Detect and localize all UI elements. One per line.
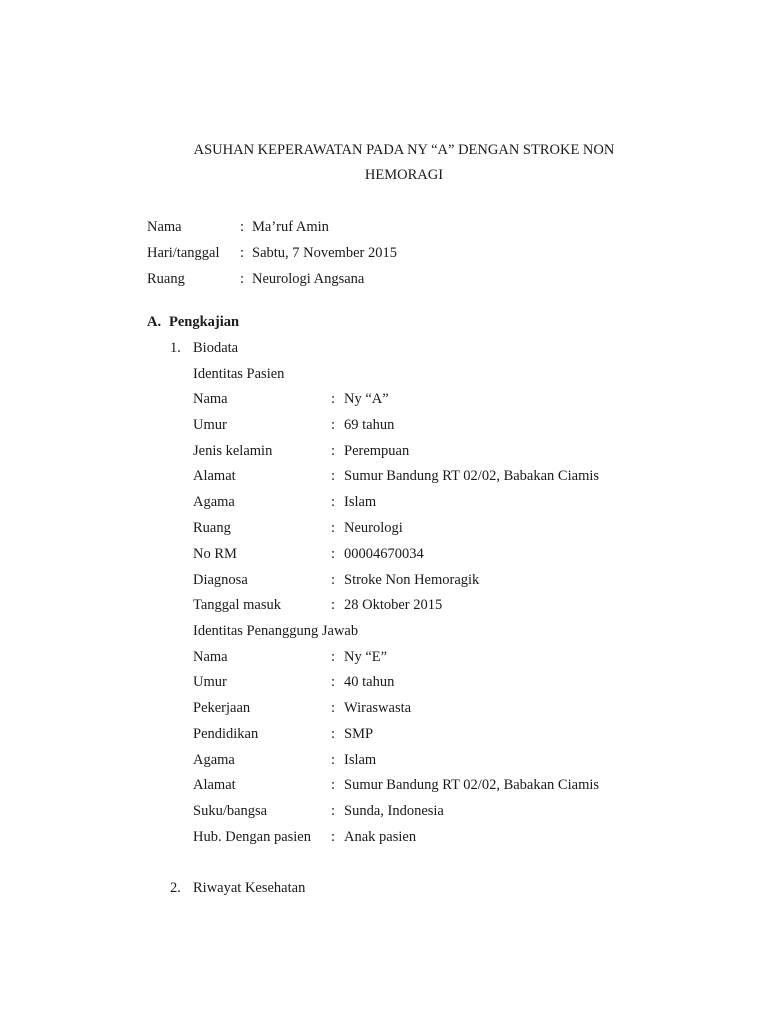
- section-title: Pengkajian: [169, 314, 240, 330]
- penanggung-field-row: [0, 828, 768, 846]
- pasien-field-row: [0, 390, 768, 408]
- penanggung-field-row: [0, 802, 768, 820]
- item-marker: 2.: [170, 880, 181, 896]
- pasien-field-row: [0, 493, 768, 511]
- penanggung-field-row: [0, 776, 768, 794]
- field-label: Agama: [193, 752, 235, 768]
- header-field-colon: :: [240, 271, 245, 287]
- field-label: No RM: [193, 546, 237, 562]
- identitas-pasien-heading: Identitas Pasien: [193, 366, 285, 382]
- field-colon: :: [331, 777, 336, 793]
- field-label: Nama: [193, 391, 228, 407]
- field-label: Hub. Dengan pasien: [193, 829, 311, 845]
- header-field-label: Hari/tanggal: [147, 245, 220, 261]
- field-colon: :: [331, 803, 336, 819]
- item-title: Riwayat Kesehatan: [193, 880, 306, 896]
- field-value: 40 tahun: [344, 674, 395, 690]
- field-colon: :: [331, 417, 336, 433]
- field-value: 69 tahun: [344, 417, 395, 433]
- field-value: 28 Oktober 2015: [344, 597, 443, 613]
- field-label: Suku/bangsa: [193, 803, 268, 819]
- field-label: Umur: [193, 417, 227, 433]
- item-1-heading: [0, 339, 768, 357]
- header-field-colon: :: [240, 245, 245, 261]
- item-title: Biodata: [193, 340, 239, 356]
- field-value: Sumur Bandung RT 02/02, Babakan Ciamis: [344, 468, 600, 484]
- field-value: 00004670034: [344, 546, 424, 562]
- field-value: Stroke Non Hemoragik: [344, 572, 480, 588]
- header-field-value: Sabtu, 7 November 2015: [252, 245, 397, 261]
- pasien-field-row: [0, 467, 768, 485]
- header-field-value: Neurologi Angsana: [252, 271, 365, 287]
- field-value: Sumur Bandung RT 02/02, Babakan Ciamis: [344, 777, 600, 793]
- section-a-heading: [0, 313, 768, 331]
- field-colon: :: [331, 494, 336, 510]
- field-label: Umur: [193, 674, 227, 690]
- field-value: SMP: [344, 726, 374, 742]
- section-marker: A.: [147, 314, 162, 330]
- field-label: Ruang: [193, 520, 231, 536]
- field-colon: :: [331, 649, 336, 665]
- header-field-value: Ma’ruf Amin: [252, 219, 329, 235]
- pasien-field-row: [0, 442, 768, 460]
- field-label: Pendidikan: [193, 726, 259, 742]
- header-field-nama: [0, 218, 768, 236]
- field-colon: :: [331, 520, 336, 536]
- header-field-label: Ruang: [147, 271, 185, 287]
- field-colon: :: [331, 572, 336, 588]
- field-colon: :: [331, 674, 336, 690]
- pasien-field-row: [0, 416, 768, 434]
- pasien-field-row: [0, 545, 768, 563]
- pasien-field-row: [0, 519, 768, 537]
- field-colon: :: [331, 468, 336, 484]
- item-2-heading: [0, 879, 768, 897]
- field-colon: :: [331, 829, 336, 845]
- header-field-label: Nama: [147, 219, 182, 235]
- penanggung-field-row: [0, 751, 768, 769]
- penanggung-field-row: [0, 725, 768, 743]
- field-label: Tanggal masuk: [193, 597, 281, 613]
- header-field-ruang: [0, 270, 768, 288]
- field-value: Islam: [344, 494, 377, 510]
- header-field-colon: :: [240, 219, 245, 235]
- field-value: Anak pasien: [344, 829, 417, 845]
- field-label: Agama: [193, 494, 235, 510]
- field-value: Ny “E”: [344, 649, 388, 665]
- item-marker: 1.: [170, 340, 181, 356]
- document-title-line-1: ASUHAN KEPERAWATAN PADA NY “A” DENGAN STROKE NON: [193, 142, 615, 158]
- field-label: Alamat: [193, 468, 236, 484]
- identitas-penanggung-heading: Identitas Penanggung Jawab: [193, 623, 359, 639]
- field-value: Sunda, Indonesia: [344, 803, 444, 819]
- field-value: Islam: [344, 752, 377, 768]
- document-title-line-2: HEMORAGI: [364, 167, 444, 183]
- field-label: Nama: [193, 649, 228, 665]
- field-value: Ny “A”: [344, 391, 389, 407]
- field-value: Wiraswasta: [344, 700, 412, 716]
- pasien-field-row: [0, 596, 768, 614]
- field-colon: :: [331, 726, 336, 742]
- penanggung-field-row: [0, 673, 768, 691]
- field-colon: :: [331, 597, 336, 613]
- field-colon: :: [331, 546, 336, 562]
- field-value: Neurologi: [344, 520, 403, 536]
- penanggung-field-row: [0, 699, 768, 717]
- field-label: Pekerjaan: [193, 700, 251, 716]
- field-label: Alamat: [193, 777, 236, 793]
- header-field-hari-tanggal: [0, 244, 768, 262]
- field-value: Perempuan: [344, 443, 410, 459]
- field-colon: :: [331, 443, 336, 459]
- penanggung-field-row: [0, 648, 768, 666]
- field-label: Jenis kelamin: [193, 443, 273, 459]
- field-colon: :: [331, 391, 336, 407]
- field-colon: :: [331, 752, 336, 768]
- field-label: Diagnosa: [193, 572, 248, 588]
- pasien-field-row: [0, 571, 768, 589]
- field-colon: :: [331, 700, 336, 716]
